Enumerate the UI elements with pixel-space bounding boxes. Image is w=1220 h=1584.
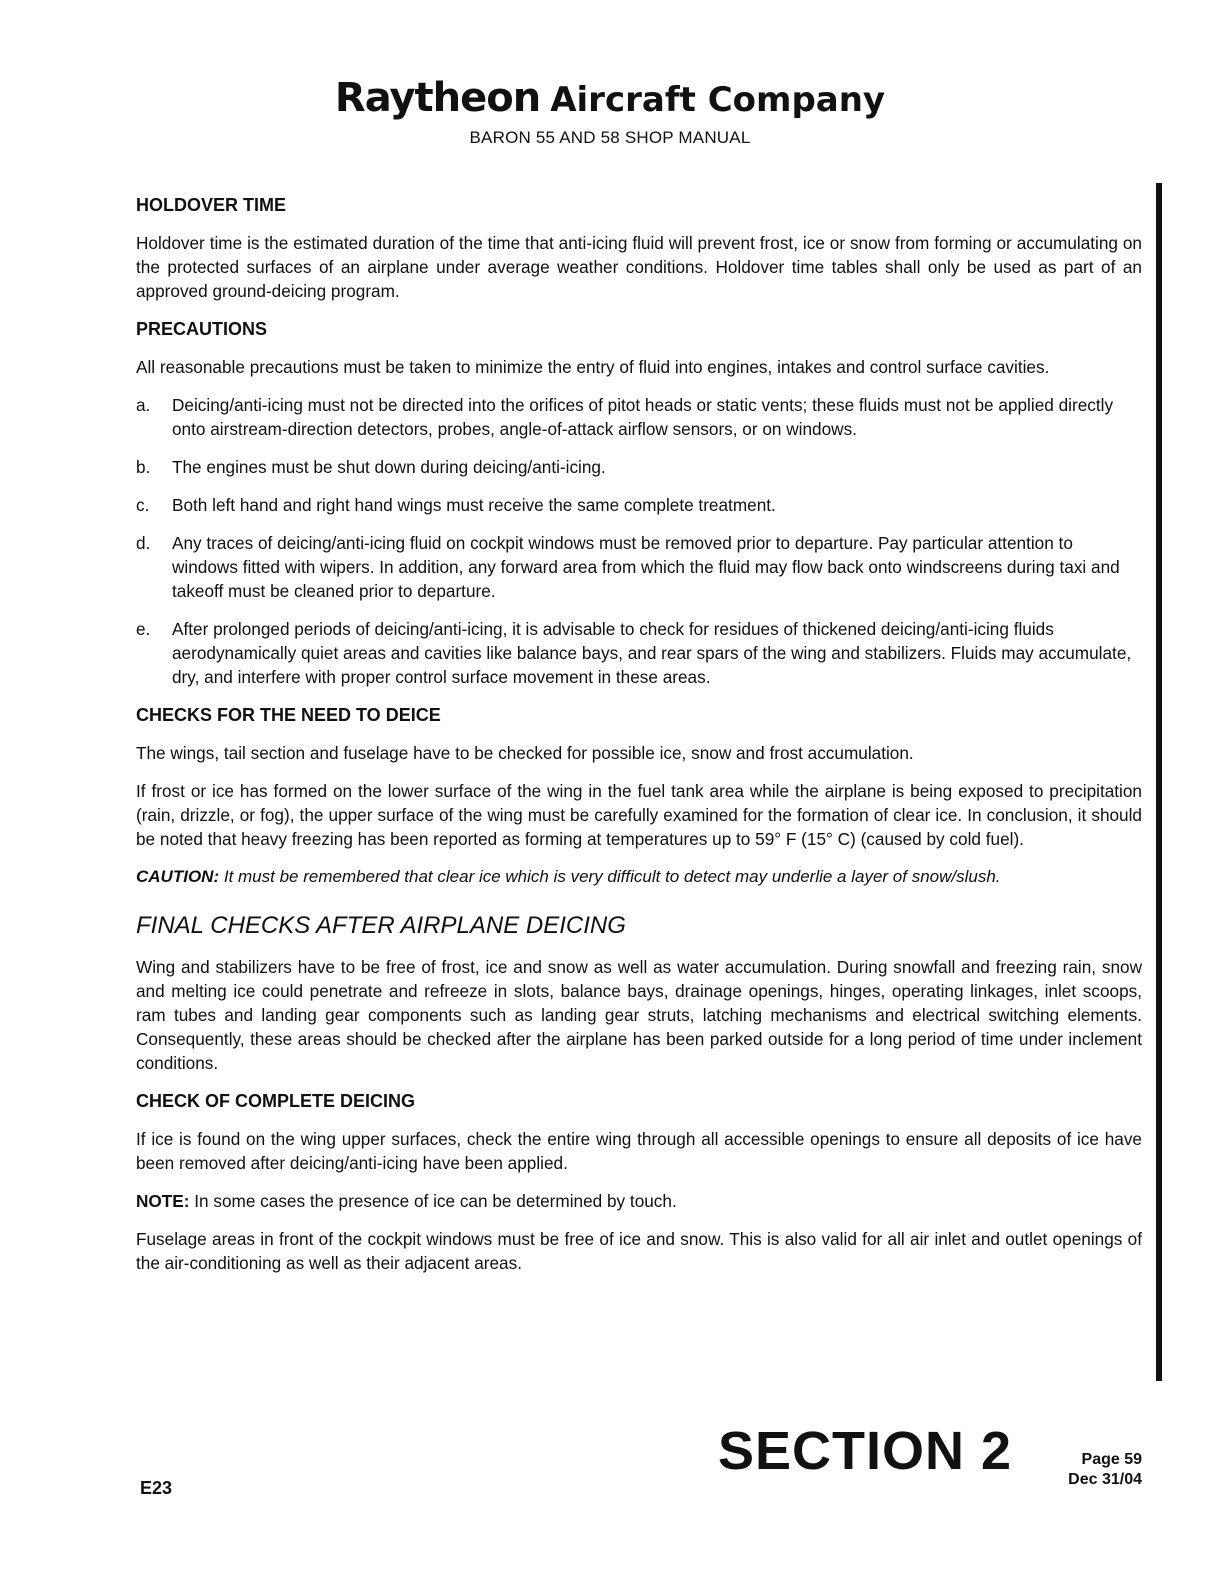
footer-date: Dec 31/04 [1068, 1471, 1142, 1488]
document-body [136, 193, 1142, 1289]
paragraph-holdover: Holdover time is the estimated duration of the time that anti-icing fluid will prevent frost, ice or snow from forming or accumulating on the protected surfaces of an airplane under average weather conditions. Holdover time tables shall only be used as part of an approved ground-deicing program. [136, 233, 1142, 301]
list-item-text: The engines must be shut down during deicing/anti-icing. [172, 457, 606, 477]
list-item [136, 617, 1142, 689]
list-item-text: Deicing/anti-icing must not be directed into the orifices of pitot heads or static vents; these fluids must not be applied directly onto airstream-direction detectors, probes, angle-of-attack airflow sensors, or on windows. [172, 395, 1114, 439]
note-statement [136, 1189, 1142, 1213]
note-text: In some cases the presence of ice can be determined by touch. [194, 1191, 677, 1211]
list-item-text: Both left hand and right hand wings must receive the same complete treatment. [172, 495, 776, 515]
list-item-text: Any traces of deicing/anti-icing fluid on cockpit windows must be removed prior to departure. Pay particular attention to windows fitted with wipers. In addition, any forward area from which the fluid may flow back onto windscreens during taxi and takeoff must be cleaned prior to departure. [172, 533, 1120, 601]
list-item-letter: e. [136, 619, 151, 639]
brand-line [0, 76, 1220, 122]
list-item [136, 455, 1142, 479]
caution-text: It must be remembered that clear ice which is very difficult to detect may underlie a layer of snow/slush. [223, 867, 1001, 886]
list-item-letter: a. [136, 395, 151, 415]
list-item-letter: b. [136, 457, 151, 477]
note-label: NOTE: [136, 1191, 190, 1211]
raytheon-logo: Raytheon [334, 75, 541, 121]
caution-statement [136, 865, 1142, 889]
footer-section-title: SECTION 2 [718, 1421, 1013, 1481]
paragraph-precautions: All reasonable precautions must be taken to minimize the entry of fluid into engines, intakes and control surface cavities. [136, 357, 1050, 377]
revision-change-bar [1156, 183, 1162, 1381]
paragraph-final-checks: Wing and stabilizers have to be free of frost, ice and snow as well as water accumulation. During snowfall and freezing rain, snow and melting ice could penetrate and refreeze in slots, balance bays, drainage openings, hinges, operating linkages, inlet scoops, ram tubes and landing gear components such as landing gear struts, latching mechanisms and electrical switching elements. Consequently, these areas should be checked after the airplane has been parked outside for a long period of time under inclement conditions. [136, 957, 1142, 1073]
list-item-text: After prolonged periods of deicing/anti-icing, it is advisable to check for residues of thickened deicing/anti-icing fluids aerodynamically quiet areas and cavities like balance bays, and rear spars of the wing and stabilizers. Fluids may accumulate, dry, and interfere with proper control surface movement in these areas. [172, 619, 1132, 687]
heading-final-checks: FINAL CHECKS AFTER AIRPLANE DEICING [136, 912, 626, 939]
heading-check-complete-deicing: CHECK OF COMPLETE DEICING [136, 1091, 416, 1111]
list-item-letter: c. [136, 495, 150, 515]
paragraph-checks-2: If frost or ice has formed on the lower surface of the wing in the fuel tank area while the airplane is being exposed to precipitation (rain, drizzle, or fog), the upper surface of the wing must be carefully examined for the formation of clear ice. In conclusion, it should be noted that heavy freezing has been reported as forming at temperatures up to 59° F (15° C) (caused by cold fuel). [136, 781, 1142, 849]
page-header [0, 76, 1220, 148]
footer-code: E23 [140, 1478, 173, 1498]
list-item-letter: d. [136, 533, 151, 553]
heading-holdover-time: HOLDOVER TIME [136, 195, 287, 215]
brand-name: Aircraft Company [550, 80, 886, 120]
paragraph-checks-1: The wings, tail section and fuselage have to be checked for possible ice, snow and frost accumulation. [136, 743, 914, 763]
list-item [136, 493, 1142, 517]
paragraph-complete-2: Fuselage areas in front of the cockpit windows must be free of ice and snow. This is also valid for all air inlet and outlet openings of the air-conditioning as well as their adjacent areas. [136, 1229, 1142, 1273]
precautions-list [136, 393, 1142, 689]
footer-page-info [1046, 1450, 1142, 1490]
manual-title: BARON 55 AND 58 SHOP MANUAL [469, 128, 751, 147]
heading-checks-need-to-deice: CHECKS FOR THE NEED TO DEICE [136, 705, 441, 725]
footer-page-number: Page 59 [1081, 1451, 1142, 1468]
heading-precautions: PRECAUTIONS [136, 319, 268, 339]
list-item [136, 531, 1142, 603]
paragraph-complete-1: If ice is found on the wing upper surfaces, check the entire wing through all accessible openings to ensure all deposits of ice have been removed after deicing/anti-icing have been applied. [136, 1129, 1142, 1173]
caution-label: CAUTION: [136, 867, 220, 886]
list-item [136, 393, 1142, 441]
